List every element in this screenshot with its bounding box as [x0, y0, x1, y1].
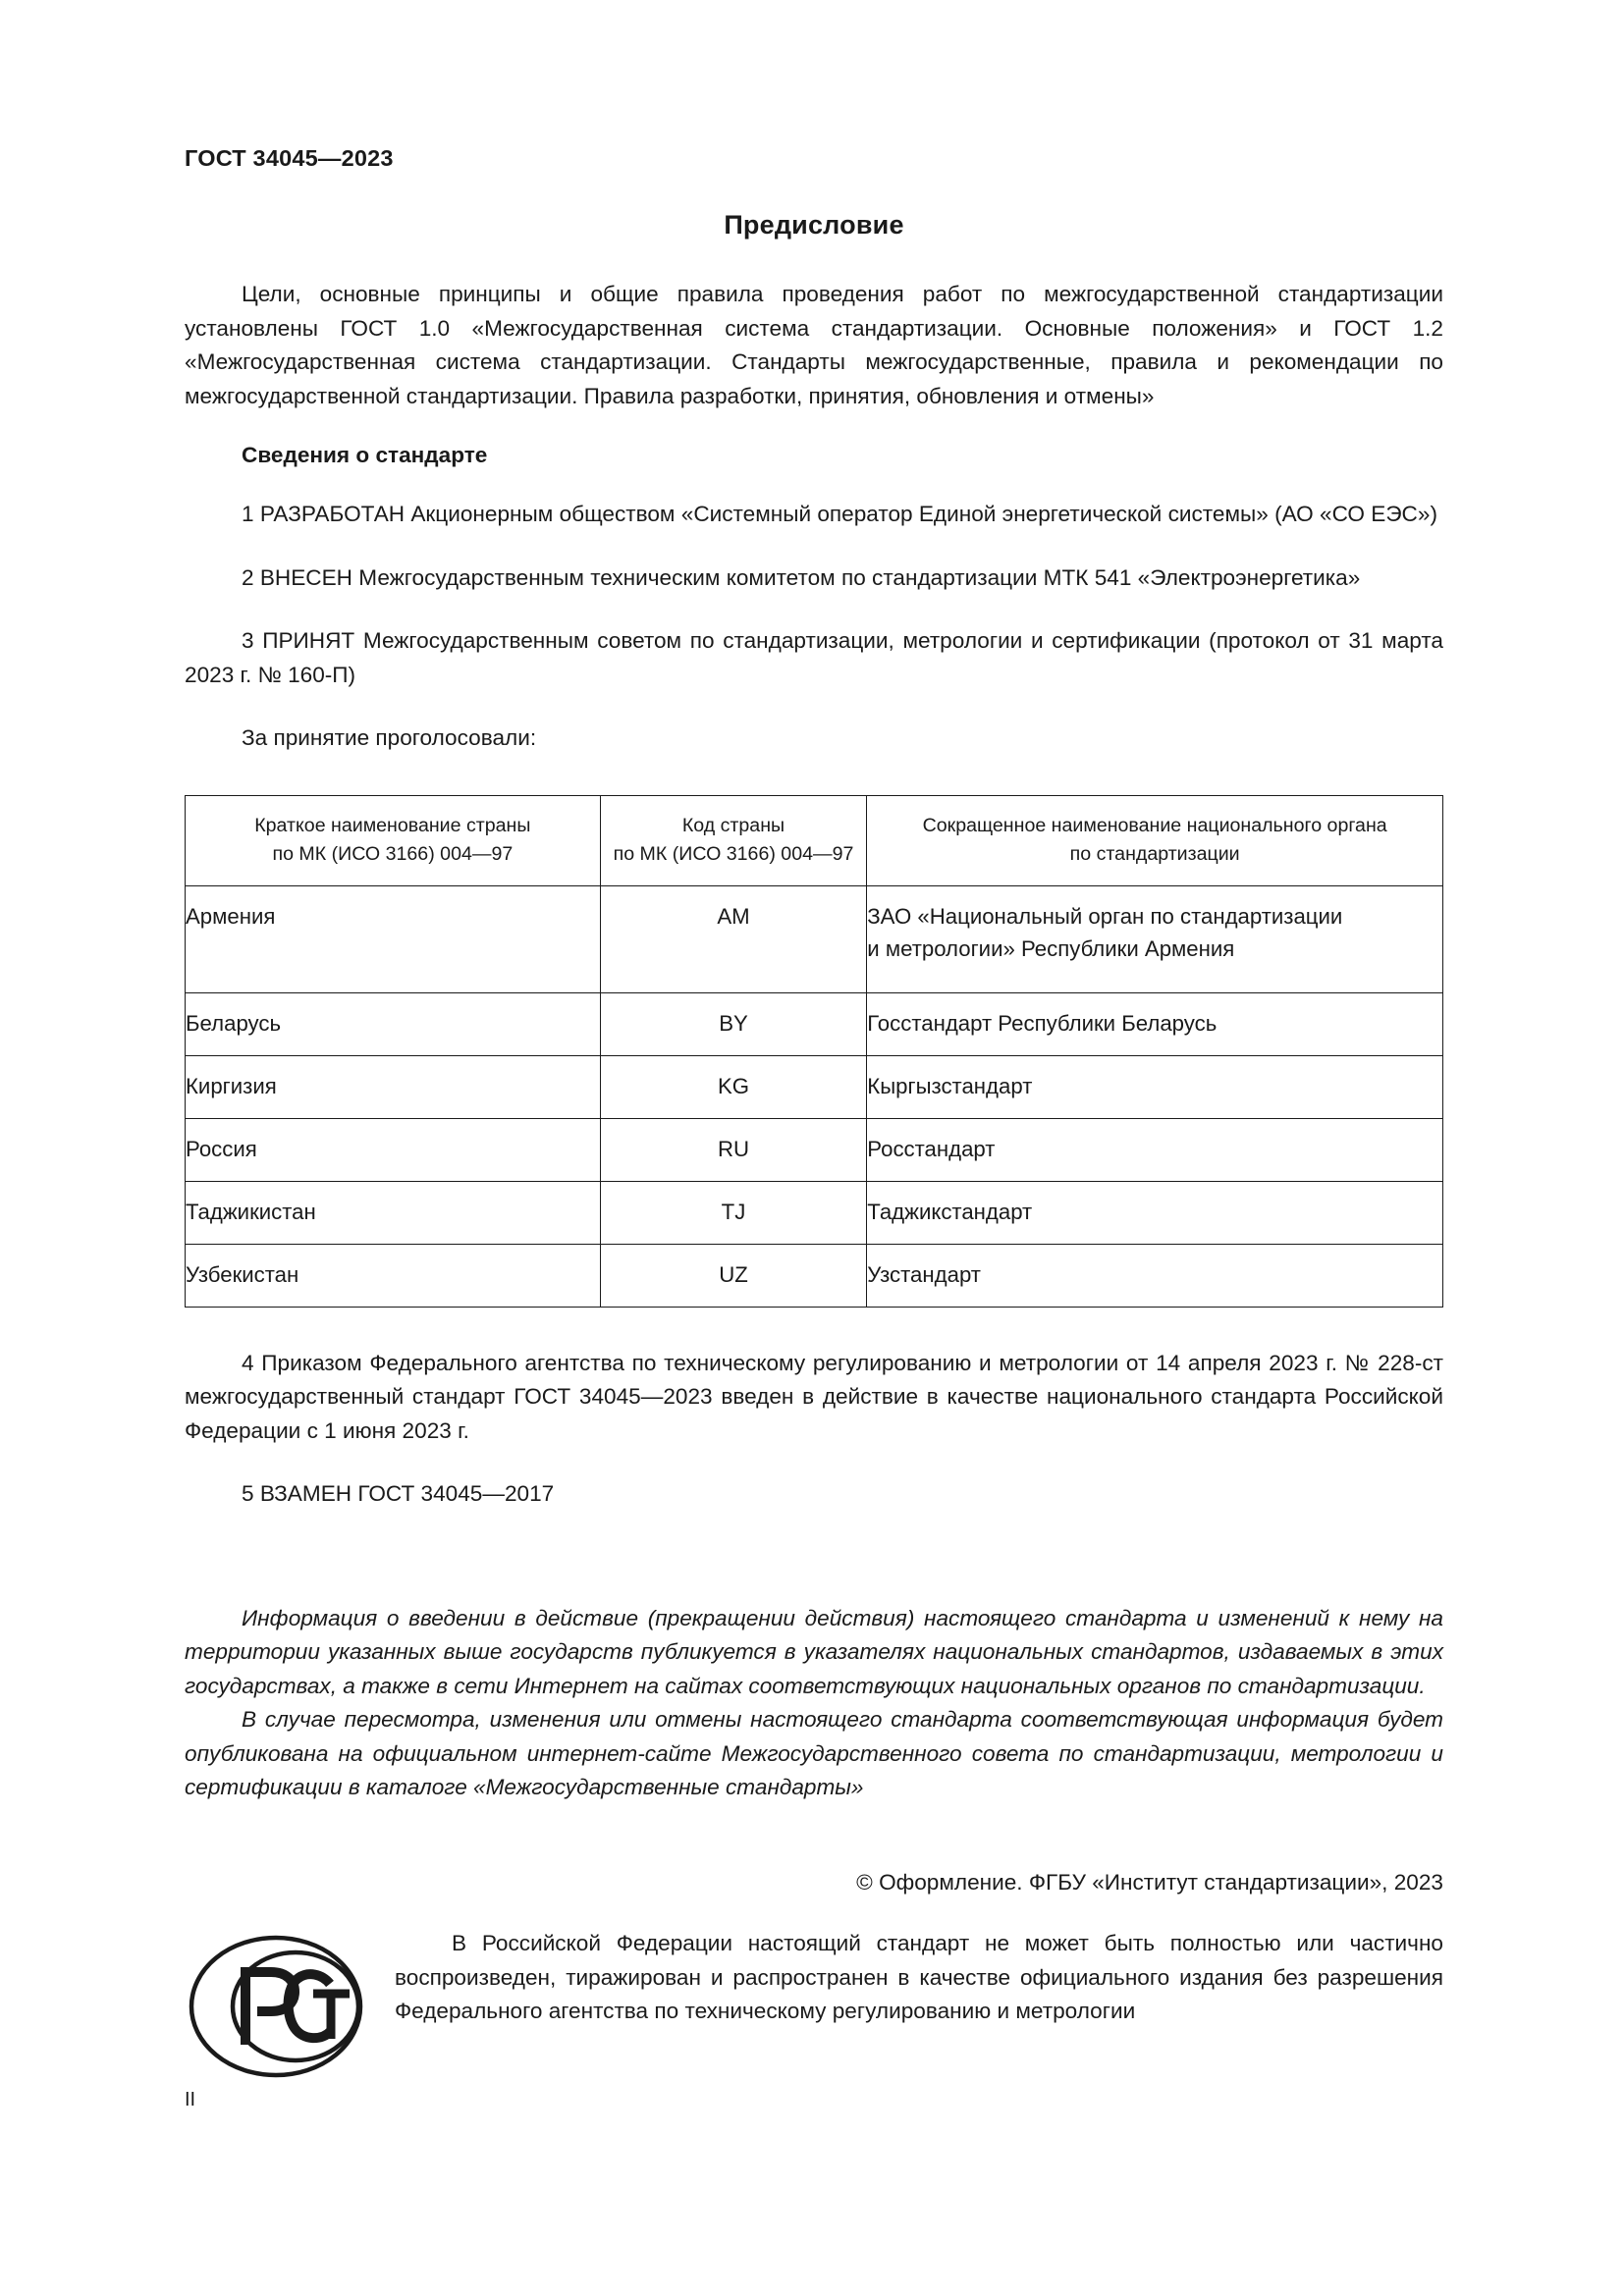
- spacer: [185, 1308, 1443, 1347]
- foreword-intro-paragraph: Цели, основные принципы и общие правила проведения работ по межгосударственной стандартизации установлены ГОСТ 1.0 «Межгосударственная система стандартизации. Основные положения» и ГОСТ 1.2 «Межгосударственная система стандартизации. Стандарты межгосударственные, правила и рекомендации по межгосударственной стандартизации. Правила разработки, принятия, обновления и отмены»: [185, 282, 1443, 408]
- rst-certification-mark-icon: [185, 1933, 367, 2080]
- cell-national-body: Узстандарт: [867, 1244, 1443, 1307]
- cell-national-body: Росстандарт: [867, 1118, 1443, 1181]
- spacer: [185, 468, 1443, 498]
- column-header-body-line1: Сокращенное наименование национального органа: [922, 814, 1387, 836]
- column-header-country: [186, 795, 601, 885]
- column-header-body: [867, 795, 1443, 885]
- column-header-country-line2: по МК (ИСО 3166) 004—97: [272, 842, 514, 865]
- column-header-country-line1: Краткое наименование страны: [254, 814, 531, 836]
- logo-letter-t: [313, 1994, 350, 2039]
- table-row: [186, 1244, 1443, 1307]
- notice-paragraph-1: Информация о введении в действие (прекращении действия) настоящего стандарта и изменений к нему на территории указанных выше государств публикуется в указателях национальных стандартов, издаваемых в этих государствах, а также в сети Интернет на сайтах соответствующих национальных органов по стандартизации.: [185, 1605, 1443, 1698]
- cell-code: BY: [600, 992, 867, 1055]
- cell-national-body-line1: ЗАО «Национальный орган по стандартизации: [867, 903, 1343, 929]
- foreword-item-3: 3 ПРИНЯТ Межгосударственным советом по стандартизации, метрологии и сертификации (протокол от 31 марта 2023 г. № 160-П): [185, 628, 1443, 687]
- foreword-item-1: 1 РАЗРАБОТАН Акционерным обществом «Системный оператор Единой энергетической системы» (АО «СО ЕЭС»): [242, 502, 1437, 526]
- cell-country: Беларусь: [186, 992, 601, 1055]
- page-number: II: [185, 2089, 196, 2110]
- copyright-line: © Оформление. ФГБУ «Институт стандартизации», 2023: [856, 1869, 1443, 1895]
- reproduction-restriction-text: В Российской Федерации настоящий стандарт не может быть полностью или частично воспроизведен, тиражирован и распространен в качестве официального издания без разрешения Федерального агентства по техническому регулированию и метрологии: [395, 1931, 1443, 2023]
- cell-country: Таджикистан: [186, 1181, 601, 1244]
- table-header: [186, 795, 1443, 885]
- spacer: [185, 595, 1443, 624]
- table-row: [186, 1118, 1443, 1181]
- spacer: [185, 1448, 1443, 1477]
- table-row: [186, 885, 1443, 992]
- spacer: [185, 1805, 1443, 1870]
- foreword-item-4: 4 Приказом Федерального агентства по техническому регулированию и метрологии от 14 апреля 2023 г. № 228-ст межгосударственный стандарт ГОСТ 34045—2023 введен в действие в качестве национального стандарта Российской Федерации с 1 июня 2023 г.: [185, 1350, 1443, 1443]
- foreword-item-2: 2 ВНЕСЕН Межгосударственным техническим комитетом по стандартизации МТК 541 «Электроэнергетика»: [242, 564, 1361, 590]
- vote-intro-text: За принятие проголосовали:: [242, 725, 537, 750]
- cell-country: Россия: [186, 1118, 601, 1181]
- running-header-standard-number: ГОСТ 34045—2023: [185, 145, 394, 171]
- logo-container: [185, 1927, 381, 2085]
- column-header-body-line2: по стандартизации: [1069, 842, 1240, 865]
- column-header-code-line1: Код страны: [681, 814, 785, 836]
- spacer: [185, 532, 1443, 561]
- table-row: [186, 1181, 1443, 1244]
- table-row: [186, 1055, 1443, 1118]
- reproduction-restriction-block: [185, 1927, 1443, 2085]
- spacer: [185, 692, 1443, 721]
- cell-national-body: Кыргызстандарт: [867, 1055, 1443, 1118]
- cell-code: KG: [600, 1055, 867, 1118]
- standard-info-subheading: Сведения о стандарте: [242, 443, 488, 467]
- spacer: [185, 756, 1443, 795]
- cell-code: AM: [600, 885, 867, 992]
- foreword-item-5: 5 ВЗАМЕН ГОСТ 34045—2017: [242, 1481, 555, 1506]
- cell-code: UZ: [600, 1244, 867, 1307]
- table-row: [186, 992, 1443, 1055]
- table-header-row: [186, 795, 1443, 885]
- spacer: [185, 413, 1443, 443]
- voting-countries-table: [185, 795, 1443, 1308]
- cell-code: RU: [600, 1118, 867, 1181]
- cell-national-body: [867, 885, 1443, 992]
- cell-country: Армения: [186, 885, 601, 992]
- cell-country: Киргизия: [186, 1055, 601, 1118]
- page-title: Предисловие: [724, 210, 904, 240]
- cell-national-body-line2: и метрологии» Республики Армения: [867, 935, 1235, 961]
- cell-country: Узбекистан: [186, 1244, 601, 1307]
- page-content: [185, 210, 1443, 1896]
- column-header-code-line2: по МК (ИСО 3166) 004—97: [613, 842, 854, 865]
- spacer: [185, 1512, 1443, 1602]
- cell-national-body: Таджикстандарт: [867, 1181, 1443, 1244]
- table-body: [186, 885, 1443, 1307]
- notice-paragraph-2: В случае пересмотра, изменения или отмены настоящего стандарта соответствующая информация будет опубликована на официальном интернет-сайте Межгосударственного совета по стандартизации, метрологии и сертификации в каталоге «Межгосударственные стандарты»: [185, 1707, 1443, 1799]
- cell-code: TJ: [600, 1181, 867, 1244]
- column-header-code: [600, 795, 867, 885]
- cell-national-body: Госстандарт Республики Беларусь: [867, 992, 1443, 1055]
